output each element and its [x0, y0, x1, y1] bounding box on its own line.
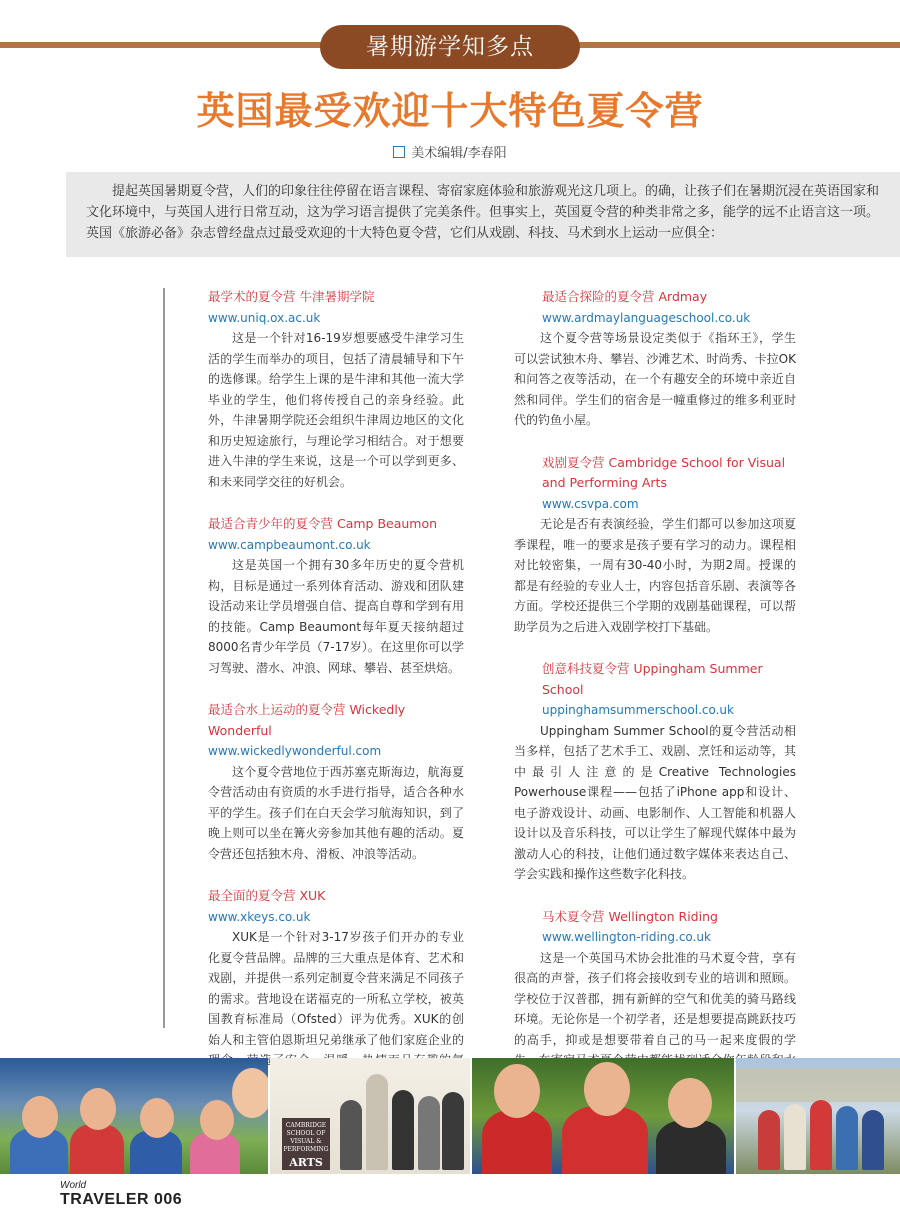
photo-camp-group — [472, 1058, 734, 1174]
photo-figure — [22, 1096, 58, 1138]
left-column — [208, 287, 464, 1113]
photo-london-tour — [736, 1058, 900, 1174]
right-column — [514, 287, 796, 1113]
camp-entry — [514, 659, 796, 885]
camp-description-rest: 课程，唯一的要求是孩子要有学习的动力。课程相对比较密集，一周有30-40小时，为期2周。授课的都是有经验的专业人士，内容包括音乐剧、表演等各方面。学校还提供三个学期的戏剧基础课程，可以帮助学员为之后进入戏剧学校打下基础。 — [514, 537, 796, 634]
camp-url-link[interactable]: www.campbeaumont.co.uk — [208, 537, 371, 552]
page-title: 英国最受欢迎十大特色夏令营 — [196, 89, 704, 133]
camp-entry — [514, 287, 796, 431]
csvpa-logo: CAMBRIDGE SCHOOL OF VISUAL & PERFORMING ARTS — [282, 1118, 330, 1170]
camp-heading: 马术夏令营 Wellington Riding — [542, 908, 718, 924]
photo-strip — [0, 1058, 900, 1174]
photo-figure — [140, 1098, 174, 1138]
camp-description: XUK是一个针对3-17岁孩子们开办的专业化夏令营品牌。品牌的三大重点是体育、艺术和戏剧，并提供一系列定制夏令营来满足不同孩子的需求。营地设在诺福克的一所私立学校，被英国教育标准局（Ofsted）评为优秀。XUK的创始人和主管伯恩斯坦兄弟继承了他们家庭企业的 — [208, 930, 464, 1047]
photo-figure — [836, 1106, 858, 1170]
photo-figure — [668, 1078, 712, 1128]
camp-entry — [514, 453, 796, 638]
photo-figure — [562, 1106, 648, 1174]
photo-figure — [810, 1100, 832, 1170]
camp-heading: 戏剧夏令营 Cambridge School for Visual and Performing Arts — [542, 454, 786, 490]
camp-entry — [208, 287, 464, 492]
intro-paragraph: 提起英国暑期夏令营，人们的印象往往停留在语言课程、寄宿家庭体验和旅游观光这几项上。的确，让孩子们在暑期沉浸在英语国家和文化环境中，与英国人进行日常互动，这为学习语言提供了完美条件。但事实上，英国夏令营的种类非常之多，能学的远不止语言这一项。英国《旅游必备》杂志曾经盘点过最受欢迎的十大特色夏令营，它们从戏剧、科技、马术到水上运动一应俱全： — [66, 172, 900, 257]
photo-figure — [392, 1090, 414, 1170]
camp-description-rest: 多样，包括了艺术手工、戏剧、烹饪和运动等，其中最引人注意的是Creative Technologies Powerhouse课程——包括了iPhone app和设计、电子游戏设计、动画、电影制作、人工智能和机器人设计以及音乐科技，可以让学生了解现代媒体中最为激动人心的科技，让他们通过数字媒体来表达自己、学会实践和操作这些数字化科技。 — [514, 744, 796, 881]
editor-credit — [0, 142, 900, 161]
camp-heading: 最全面的夏令营 XUK — [208, 888, 326, 903]
section-label: 暑期游学知多点 — [320, 25, 580, 69]
camp-description — [514, 328, 796, 431]
camp-heading: 最适合水上运动的夏令营 Wickedly Wonderful — [208, 702, 406, 738]
camp-description — [514, 514, 796, 637]
camp-description-rest: 高的声誉，孩子们将会接收到专业的培训和照顾。学校位于汉普郡，拥有新鲜的空气和优美的骑马路线环境。无论你是一个初学者，还是想要提高跳跃技巧的高手，抑或是想要带着自己的马一起来度假的学 你年 — [514, 971, 796, 1067]
camp-heading: 最适合探险的夏令营 Ardmay — [542, 289, 708, 304]
photo-figure — [442, 1092, 464, 1170]
camp-description: 这个夏令营地位于西苏塞克斯海边，航海夏令营活动由有资质的水手进行指导，适合各种水平的学生。孩子们在白天会学习航海知识，到了晚上则可以坐在篝火旁参加其他有趣的活动。夏令营还包括独木舟、滑板、冲浪等活动。 — [208, 764, 464, 861]
camp-description: 这是英国一个拥有30多年历史的夏令营机构，目标是通过一系列体育活动、游戏和团队建设活动来让学员增强自信、提高自尊和学到有用的技能。Camp Beaumont每年夏天接纳超过8000名青少年学员（7-17岁）。在这里你可以学习驾驶、潜水、冲浪、网球、攀岩、甚至烘焙。 — [208, 558, 464, 675]
camp-entry — [208, 700, 464, 864]
camp-url-link[interactable]: www.wellington-riding.co.uk — [542, 930, 711, 944]
photo-figure — [232, 1068, 268, 1118]
camp-description: 这是一个针对16-19岁想要感受牛津学习生活的学生而举办的项目，包括了清晨辅导和下午的选修课。给学生上课的是牛津和其他一流大学毕业的学生，他们将传授自己的亲身经验。此外，牛津暑期学院还会组织牛津周边地区的文化和历史短途旅行，与理论学习相结合。对于想要进入牛津的学生来说，这是一个可以学到更多、和未来同学交往的好机会。 — [208, 331, 464, 489]
camp-url-link[interactable]: www.wickedlywonderful.com — [208, 744, 382, 758]
photo-skyline — [736, 1068, 900, 1102]
photo-figure — [200, 1100, 234, 1140]
photo-figure — [862, 1110, 884, 1170]
camp-heading: 最学术的夏令营 牛津暑期学院 — [208, 289, 375, 304]
photo-figure — [340, 1100, 362, 1170]
brand-page-number: TRAVELER 006 — [60, 1191, 183, 1208]
camp-heading: 创意科技夏令营 Uppingham Summer School — [542, 661, 763, 697]
column-divider — [163, 288, 165, 1028]
camp-url-link[interactable]: www.csvpa.com — [542, 496, 639, 511]
camp-url-link[interactable]: uppinghamsummerschool.co.uk — [542, 703, 734, 717]
camp-description-first: Uppingham Summer School的夏令营活动相当 — [514, 723, 796, 758]
checkbox-square-icon — [393, 146, 405, 158]
brand-world: World — [60, 1180, 87, 1191]
photo-figure — [758, 1110, 780, 1170]
header-rule-left — [0, 42, 325, 48]
photo-figure — [418, 1096, 440, 1170]
photo-figure — [80, 1088, 116, 1130]
header-rule-right — [575, 42, 900, 48]
photo-figure — [494, 1064, 540, 1118]
photo-kids-smiling — [0, 1058, 268, 1174]
photo-figure — [70, 1124, 124, 1174]
photo-figure — [784, 1104, 806, 1170]
photo-figure — [482, 1110, 552, 1174]
magazine-brand — [60, 1181, 182, 1209]
camp-description-first: 这个夏令营等场景设定类似于《指环王》，学生可 — [514, 331, 796, 366]
editor-name: 美术编辑/李春阳 — [411, 146, 507, 161]
camp-url-link[interactable]: www.uniq.ox.ac.uk — [208, 310, 321, 325]
camp-description-rest: 以尝试独木舟、攀岩、沙滩艺术、时尚秀、卡拉OK和问答之夜等活动，在一个有趣安全的环境中亲近自然和同伴。学生们的宿舍是一幢重修过的维多利亚时代的钓鱼小屋。 — [514, 351, 796, 427]
camp-entry — [208, 514, 464, 678]
camp-description-first: 无论是否有表演经验，学生们都可以参加这项夏季 — [514, 517, 796, 552]
camp-description — [514, 721, 796, 885]
camp-description-first: 这是一个英国马术协会批准的马术夏令营，享有很 — [514, 950, 796, 985]
photo-figure — [584, 1062, 630, 1116]
photo-figure — [366, 1074, 388, 1170]
camp-heading: 最适合青少年的夏令营 Camp Beaumon — [208, 516, 438, 531]
camp-url-link[interactable]: www.ardmaylanguageschool.co.uk — [542, 310, 751, 325]
camp-url-link[interactable]: www.xkeys.co.uk — [208, 909, 311, 924]
photo-figure — [656, 1120, 726, 1174]
photo-fashion-students — [270, 1058, 470, 1174]
